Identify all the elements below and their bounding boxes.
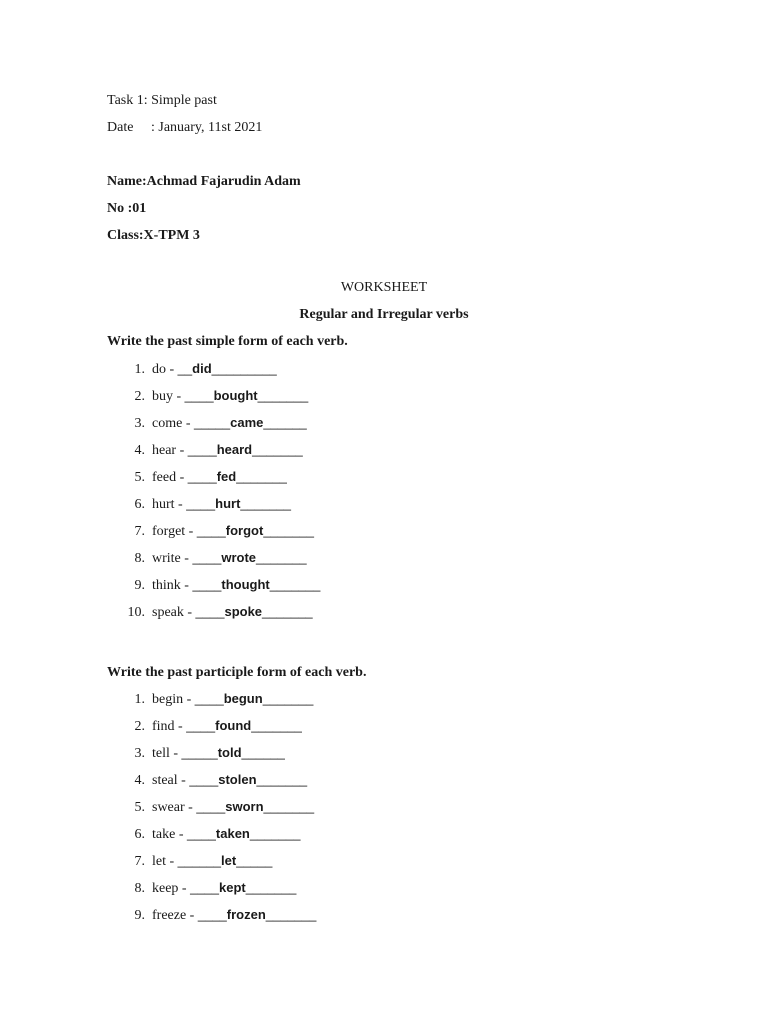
past-participle-list [107,690,667,933]
item-number: 7. [134,524,145,539]
blank-after: _______ [265,907,317,922]
section2-instruction: Write the past participle form of each verb. [107,665,367,680]
list-item [107,603,667,630]
blank-after: _______ [257,388,309,403]
list-item [107,522,667,549]
student-number: No :01 [107,201,147,216]
list-item [107,771,667,798]
item-number: 8. [134,881,145,896]
list-item [107,468,667,495]
item-answer: fed [216,469,237,484]
item-verb: find - [152,719,187,734]
blank-before: ____ [186,826,216,841]
blank-before: ____ [187,469,217,484]
list-item [107,576,667,603]
item-verb: begin - [152,692,195,707]
item-number: 6. [134,827,145,842]
item-answer: bought [213,388,258,403]
item-verb: tell - [152,746,182,761]
list-item [107,744,667,771]
item-verb: let - [152,854,178,869]
item-answer: thought [221,577,270,592]
list-item [107,690,667,717]
blank-before: ____ [192,577,222,592]
item-number: 3. [134,416,145,431]
blank-after: _______ [236,469,287,484]
item-answer: told [217,745,242,760]
blank-before: _____ [181,745,218,760]
item-verb: hurt - [152,497,187,512]
section1-instruction: Write the past simple form of each verb. [107,334,348,349]
worksheet-title: WORKSHEET [340,280,428,295]
item-verb: feed - [152,470,188,485]
item-number: 10. [127,605,145,620]
student-class: Class:X-TPM 3 [107,228,200,243]
blank-before: ____ [189,772,219,787]
item-number: 1. [134,362,145,377]
blank-after: _______ [263,523,314,538]
blank-before: ____ [194,691,224,706]
blank-before: ____ [186,718,216,733]
item-number: 1. [134,692,145,707]
item-answer: sworn [225,799,264,814]
item-answer: did [192,361,212,376]
item-verb: steal - [152,773,190,788]
blank-after: _______ [256,772,308,787]
item-verb: swear - [152,800,197,815]
item-number: 6. [134,497,145,512]
item-verb: think - [152,578,193,593]
item-number: 5. [134,470,145,485]
item-verb: hear - [152,443,188,458]
blank-before: ____ [190,880,220,895]
item-answer: wrote [221,550,257,565]
student-name: Name:Achmad Fajarudin Adam [107,174,301,189]
item-answer: spoke [224,604,263,619]
worksheet-subtitle: Regular and Irregular verbs [299,307,469,322]
item-answer: heard [216,442,253,457]
blank-before: ____ [192,550,222,565]
list-item [107,549,667,576]
item-number: 9. [134,908,145,923]
blank-after: _______ [262,691,314,706]
item-answer: hurt [215,496,241,511]
item-number: 2. [134,719,145,734]
item-verb: take - [152,827,187,842]
item-verb: forget - [152,524,197,539]
date-label: Date [107,120,134,135]
item-answer: found [215,718,252,733]
item-answer: taken [215,826,250,841]
list-item [107,906,667,933]
list-item [107,495,667,522]
item-verb: keep - [152,881,191,896]
list-item [107,717,667,744]
blank-after: _____ [236,853,273,868]
blank-before: __ [177,361,193,376]
blank-after: _______ [249,826,301,841]
past-simple-list [107,360,667,630]
list-item [107,387,667,414]
date-value: : January, 11st 2021 [151,120,263,135]
item-number: 4. [134,773,145,788]
blank-after: _______ [245,880,297,895]
blank-before: ____ [197,907,227,922]
blank-before: _____ [193,415,231,430]
item-answer: stolen [218,772,257,787]
blank-before: ____ [186,496,216,511]
item-verb: speak - [152,605,196,620]
item-answer: forgot [225,523,264,538]
blank-after: _______ [252,442,303,457]
item-answer: kept [219,880,246,895]
item-number: 4. [134,443,145,458]
blank-before: ____ [184,388,214,403]
date-line [107,119,262,137]
item-answer: let [221,853,237,868]
blank-before: ____ [196,523,226,538]
item-number: 2. [134,389,145,404]
blank-before: ______ [177,853,222,868]
blank-after: _______ [262,604,313,619]
item-number: 8. [134,551,145,566]
item-verb: come - [152,416,194,431]
item-number: 9. [134,578,145,593]
blank-after: _______ [263,799,315,814]
blank-after: _________ [211,361,277,376]
item-answer: begun [223,691,263,706]
item-verb: write - [152,551,193,566]
blank-before: ____ [187,442,217,457]
item-verb: do - [152,362,178,377]
item-verb: freeze - [152,908,198,923]
list-item [107,414,667,441]
item-verb: buy - [152,389,185,404]
list-item [107,798,667,825]
blank-after: ______ [241,745,285,760]
item-answer: frozen [226,907,266,922]
list-item [107,879,667,906]
blank-after: _______ [240,496,292,511]
blank-after: _______ [256,550,307,565]
item-number: 3. [134,746,145,761]
task-title: Task 1: Simple past [107,93,217,108]
item-number: 7. [134,854,145,869]
blank-after: _______ [251,718,302,733]
blank-after: ______ [263,415,307,430]
blank-after: _______ [269,577,321,592]
item-answer: came [230,415,264,430]
blank-before: ____ [196,799,226,814]
blank-before: ____ [195,604,225,619]
item-number: 5. [134,800,145,815]
list-item [107,360,667,387]
list-item [107,441,667,468]
list-item [107,852,667,879]
list-item [107,825,667,852]
